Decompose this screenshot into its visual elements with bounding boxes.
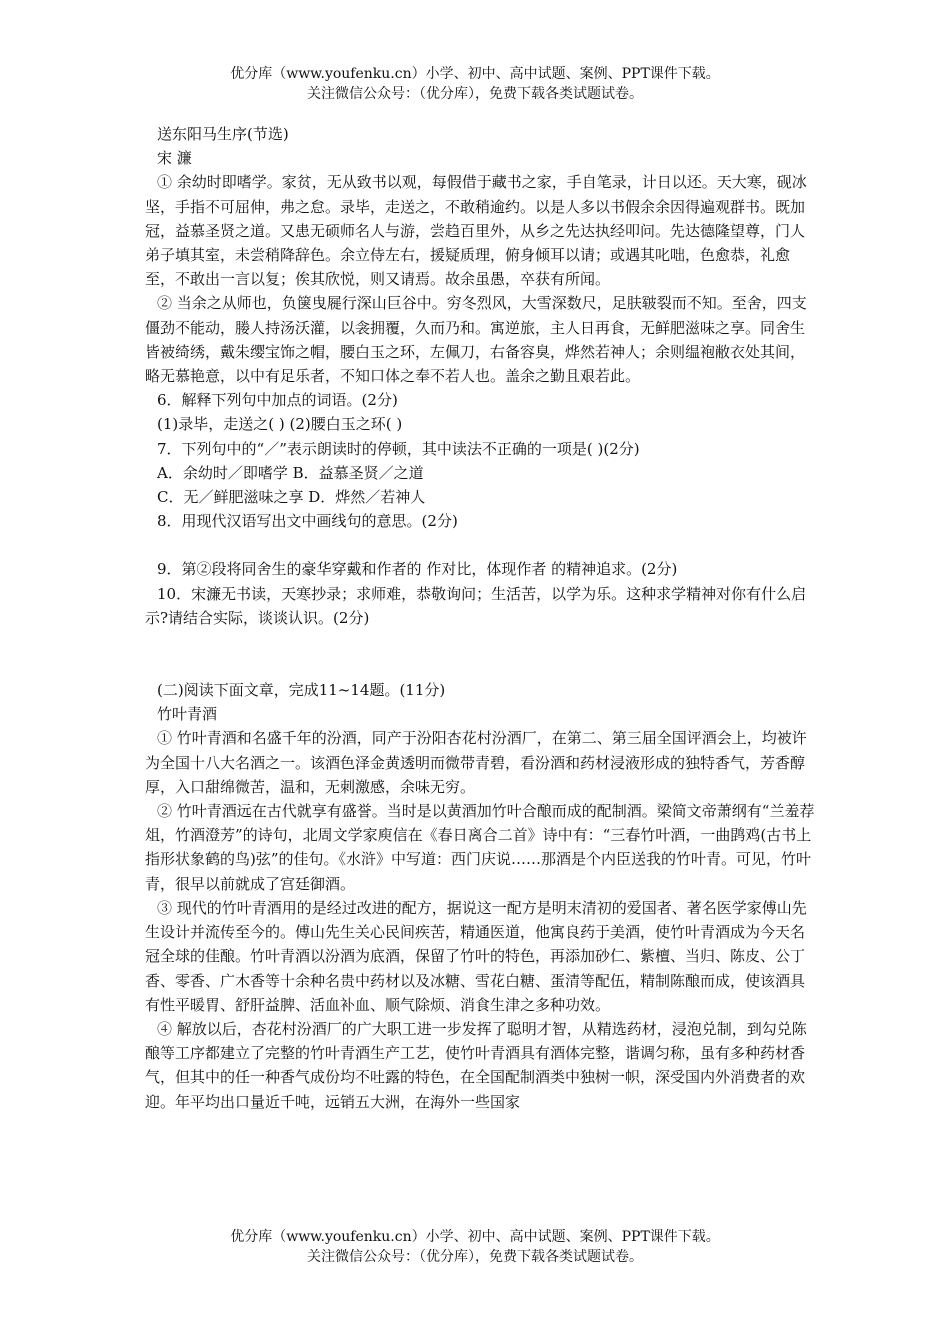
header-line-1: 优分库（www.youfenku.cn）小学、初中、高中试题、案例、PPT课件下载。 [230,66,720,82]
passage2-paragraph-1: ① 竹叶青酒和名盛千年的汾酒，同产于汾阳杏花村汾酒厂，在第二、第三届全国评酒会上，均被许为全国十八大名酒之一。该酒色泽金黄透明而微带青碧，看汾酒和药材浸液形成的独特香气，芳香醇厚，入口甜绵微苦，温和，无刺激感，余味无穷。 [145,729,807,796]
passage2-title: 竹叶青酒 [157,705,218,724]
question-7-options-ab: A．余幼时／即嗜学 B．益慕圣贤／之道 [157,463,424,482]
question-9: 9．第②段将同舍生的豪华穿戴和作者的 作对比，体现作者 的精神追求。(2分) [157,560,678,579]
footer-line-2: 关注微信公众号：（优分库），免费下载各类试题试卷。 [307,1249,643,1265]
passage1-title: 送东阳马生序(节选) [157,125,289,143]
passage2-paragraph-2: ② 竹叶青酒远在古代就享有盛誉。当时是以黄酒加竹叶合酿而成的配制酒。梁简文帝萧纲有“兰羞荐俎，竹酒澄芳”的诗句，北周文学家庾信在《春日离合二首》诗中有：“三春竹叶酒，一曲鹍鸡(古书上指形状象鹤的鸟)弦”的佳句。《水浒》中写道：西门庆说……那酒是个内臣送我的竹叶青。可见，竹叶青，很早以前就成了宫廷御酒。 [145,802,815,893]
page-header [0,64,950,104]
passage1-paragraph-1: ① 余幼时即嗜学。家贫，无从致书以观，每假借于藏书之家，手自笔录，计日以还。天大寒，砚冰坚，手指不可屈伸，弗之怠。录毕，走送之，不敢稍逾约。以是人多以书假余余因得遍观群书。既加冠，益慕圣贤之道。又患无硕师名人与游，尝趋百里外，从乡之先达执经叩问。先达德隆望尊，门人弟子填其室，未尝稍降辞色。余立侍左右，援疑质理，俯身倾耳以请；或遇其叱咄，色愈恭，礼愈至，不敢出一言以复；俟其欣悦，则又请焉。故余虽愚，卒获有所闻。 [145,173,807,289]
footer-line-1: 优分库（www.youfenku.cn）小学、初中、高中试题、案例、PPT课件下载。 [230,1229,720,1245]
header-line-2: 关注微信公众号：（优分库），免费下载各类试题试卷。 [307,86,643,102]
passage1-paragraph-2: ② 当余之从师也，负箧曳屣行深山巨谷中。穷冬烈风，大雪深数尺，足肤皲裂而不知。至舍，四支僵劲不能动，媵人持汤沃灌，以衾拥覆，久而乃和。寓逆旅，主人日再食，无鲜肥滋味之享。同舍生皆被绮绣，戴朱缨宝饰之帽，腰白玉之环，左佩刀，右备容臭，烨然若神人；余则缊袍敝衣处其间，略无慕艳意，以中有足乐者，不知口体之奉不若人也。盖余之勤且艰若此。 [145,294,807,386]
answer-space [145,533,815,557]
passage2-paragraph-3: ③ 现代的竹叶青酒用的是经过改进的配方，据说这一配方是明末清初的爱国者、著名医学家傅山先生设计并流传至今的。傅山先生关心民间疾苦，精通医道，他寓良药于美酒，使竹叶青酒成为今天名冠全球的佳酿。竹叶青酒以汾酒为底酒，保留了竹叶的特色，再添加砂仁、紫檀、当归、陈皮、公丁香、零香、广木香等十余种名贵中药材以及冰糖、雪花白糖、蛋清等配伍，精制陈酿而成，使该酒具有性平暖胃、舒肝益脾、活血补血、顺气除烦、消食生津之多种功效。 [145,898,807,1014]
page-footer [0,1227,950,1267]
document-body [145,122,815,1114]
passage2-paragraph-4: ④ 解放以后，杏花村汾酒厂的广大职工进一步发挥了聪明才智，从精选药材，浸泡兑制，到勾兑陈酿等工序都建立了完整的竹叶青酒生产工艺，使竹叶青酒具有酒体完整，谐调匀称，虽有多种药材香气，但其中的任一种香气成份均不吐露的特色，在全国配制酒类中独树一帜，深受国内外消费者的欢迎。年平均出口量近千吨，远销五大洲，在海外一些国家 [145,1019,807,1111]
question-6-items: (1)录毕，走送之( ) (2)腰白玉之环( ) [157,415,403,434]
question-7: 7．下列句中的“／”表示朗读时的停顿，其中读法不正确的一项是( )(2分) [157,439,640,458]
passage2-intro: (二)阅读下面文章，完成11~14题。(11分) [157,681,446,700]
question-10: 10．宋濂无书读，天寒抄录；求师难，恭敬询问；生活苦，以学为乐。这种求学精神对你有什么启示?请结合实际，谈谈认识。(2分) [145,584,807,627]
question-7-options-cd: C．无／鲜肥滋味之享 D．烨然／若神人 [157,488,426,507]
passage1-author: 宋 濂 [157,149,192,168]
answer-space [145,630,815,678]
question-6: 6．解释下列句中加点的词语。(2分) [157,391,398,410]
question-8: 8．用现代汉语写出文中画线句的意思。(2分) [157,512,458,531]
